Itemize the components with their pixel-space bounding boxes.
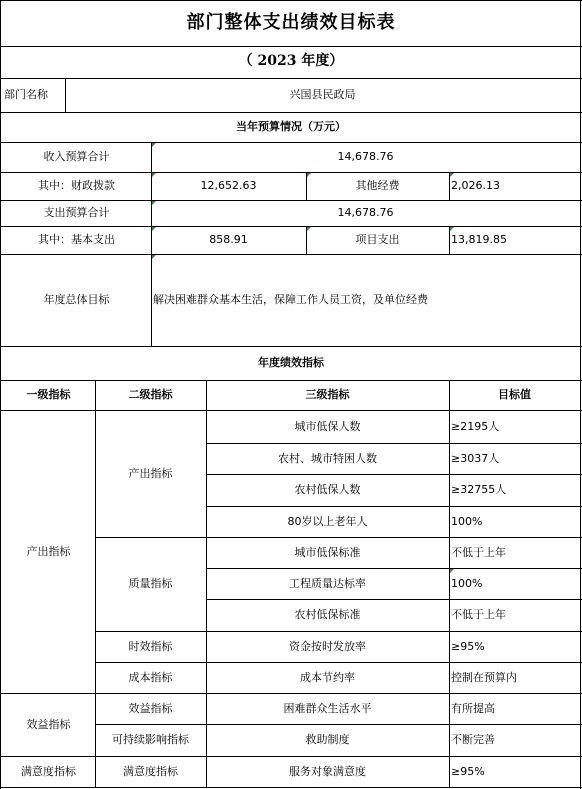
grid-line: [206, 380, 207, 788]
level3-cell: 农村、城市特困人数: [278, 451, 377, 465]
column-header-level1: 一级指标: [26, 388, 71, 402]
level2-timeliness: 时效指标: [128, 639, 173, 653]
basic-expense-value: 858.91: [209, 233, 248, 247]
column-header-target: 目标值: [498, 388, 531, 402]
level3-cell: 救助制度: [305, 733, 350, 747]
grid-line: [0, 0, 1, 789]
target-cell: ≥3037人: [451, 451, 500, 465]
grid-line: [206, 443, 582, 444]
cell-marker-icon: [152, 255, 156, 259]
level1-benefit: 效益指标: [26, 717, 71, 731]
project-expense-label: 项目支出: [355, 233, 400, 247]
grid-line: [0, 346, 582, 347]
grid-line: [0, 254, 582, 255]
cell-marker-icon: [307, 173, 311, 177]
grid-line: [0, 226, 582, 227]
page-title: 部门整体支出绩效目标表: [186, 11, 396, 33]
grid-line: [206, 506, 582, 507]
grid-line: [0, 142, 582, 143]
target-cell: 不断完善: [451, 733, 495, 747]
column-header-level2: 二级指标: [128, 388, 173, 402]
level3-cell: 服务对象满意度: [289, 764, 366, 778]
target-cell: ≥2195人: [451, 419, 500, 433]
annual-goal-label: 年度总体目标: [43, 293, 110, 307]
level3-cell: 工程质量达标率: [289, 576, 366, 590]
level1-output: 产出指标: [26, 544, 71, 558]
grid-line: [0, 693, 582, 694]
income-total-value: 14,678.76: [337, 150, 394, 164]
target-cell: 100%: [451, 514, 483, 528]
target-cell: ≥95%: [451, 764, 485, 778]
grid-line: [0, 200, 582, 201]
level3-cell: 城市低保人数: [294, 419, 361, 433]
grid-line: [0, 787, 582, 788]
fiscal-allocation-value: 12,652.63: [200, 179, 257, 193]
performance-section-header: 年度绩效指标: [258, 356, 324, 370]
level3-cell: 农村低保人数: [294, 483, 361, 497]
grid-line: [0, 46, 582, 47]
grid-line: [206, 474, 582, 475]
grid-line: [449, 380, 450, 788]
level3-cell: 困难群众生活水平: [283, 701, 372, 715]
cell-marker-icon: [152, 143, 156, 147]
grid-line: [95, 662, 582, 663]
level2-satisfaction: 满意度指标: [123, 764, 178, 778]
annual-goal-text: 解决困难群众基本生活，保障工作人员工资，及单位经费: [153, 293, 428, 307]
level3-cell: 城市低保标准: [294, 545, 361, 559]
grid-line: [580, 0, 581, 789]
level2-benefit: 效益指标: [128, 701, 173, 715]
income-total-label: 收入预算合计: [43, 150, 110, 164]
cell-marker-icon: [152, 227, 156, 231]
cell-marker-icon: [450, 569, 454, 573]
grid-line: [0, 380, 582, 381]
project-expense-value: 13,819.85: [451, 233, 507, 247]
cell-marker-icon: [152, 201, 156, 205]
grid-line: [0, 410, 582, 411]
level3-cell: 成本节约率: [300, 670, 355, 684]
column-header-level3: 三级指标: [305, 388, 350, 402]
level3-cell: 80岁以上老年人: [287, 514, 368, 528]
expense-total-value: 14,678.76: [337, 206, 394, 220]
level2-sustainability: 可持续影响指标: [112, 733, 189, 747]
cell-marker-icon: [152, 173, 156, 177]
target-cell: 不低于上年: [451, 608, 506, 622]
grid-line: [95, 380, 96, 788]
target-cell: 有所提高: [451, 701, 495, 715]
level1-satisfaction: 满意度指标: [21, 764, 76, 778]
level2-cost: 成本指标: [128, 670, 173, 684]
level3-cell: 农村低保标准: [294, 608, 361, 622]
grid-line: [95, 631, 582, 632]
grid-line: [95, 724, 582, 725]
grid-line: [0, 172, 582, 173]
cell-marker-icon: [450, 173, 454, 177]
target-cell: 100%: [451, 576, 483, 590]
target-cell: 控制在预算内: [451, 670, 517, 684]
level2-quality: 质量指标: [128, 577, 173, 591]
year-subtitle: （ 2023 年度）: [238, 53, 344, 70]
grid-line: [206, 568, 582, 569]
grid-line: [206, 599, 582, 600]
grid-line: [65, 78, 66, 112]
other-funds-label: 其他经费: [355, 179, 400, 193]
target-cell: 不低于上年: [451, 545, 506, 559]
grid-line: [0, 112, 582, 113]
grid-line: [0, 78, 582, 79]
other-funds-value: 2,026.13: [451, 179, 500, 193]
fiscal-allocation-label: 其中：财政拨款: [38, 179, 115, 193]
grid-line: [0, 0, 582, 1]
grid-line: [95, 537, 582, 538]
level2-output: 产出指标: [128, 466, 173, 480]
dept-name-label: 部门名称: [4, 88, 48, 102]
budget-section-header: 当年预算情况（万元）: [236, 120, 346, 134]
expense-total-label: 支出预算合计: [43, 206, 110, 220]
dept-name-value: 兴国县民政局: [289, 88, 356, 102]
grid-line: [0, 756, 582, 757]
cell-marker-icon: [307, 227, 311, 231]
target-cell: ≥95%: [451, 639, 485, 653]
level3-cell: 资金按时发放率: [289, 639, 366, 653]
target-cell: ≥32755人: [451, 483, 507, 497]
basic-expense-label: 其中：基本支出: [38, 233, 115, 247]
cell-marker-icon: [450, 227, 454, 231]
